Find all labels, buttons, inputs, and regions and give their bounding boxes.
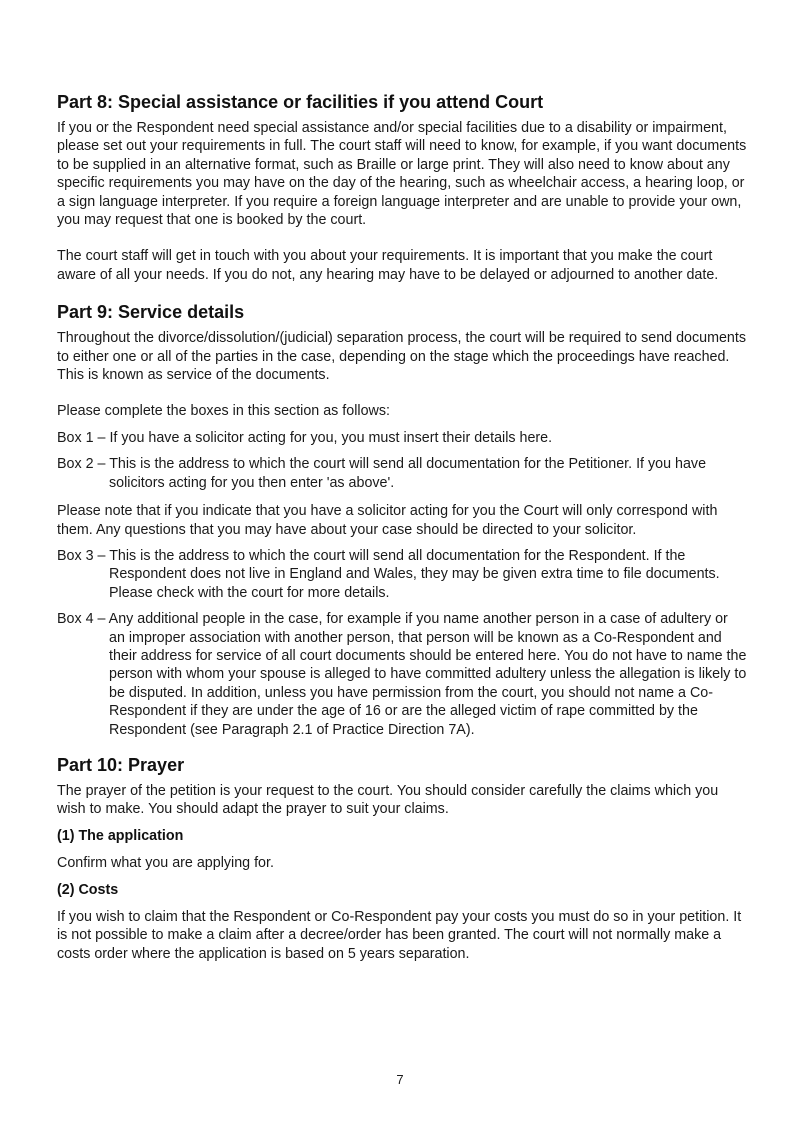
box3-instruction: Box 3 – This is the address to which the court will send all documentation for the Respondent. If the Respondent does not live in England and Wales, they may be given extra time to file documents. Please check with the court for more details. [57,547,720,601]
costs-text: If you wish to claim that the Respondent or Co-Respondent pay your costs you must do so in your petition. It is not possible to make a claim after a decree/order has been granted. The court will not normally make a costs order where the application is based on 5 years separation. [57,909,742,962]
costs-subheading: (2) Costs [57,881,119,898]
part9-heading: Part 9: Service details [57,302,245,323]
part10-intro: The prayer of the petition is your request to the court. You should consider carefully the claims which you wish to make. You should adapt the prayer to suit your claims. [57,782,719,818]
part9-intro: Throughout the divorce/dissolution/(judicial) separation process, the court will be required to send documents to either one or all of the parties in the case, depending on the stage which the proceedings have reached. This is known as service of the documents. [57,330,747,384]
part9-instructions: Please complete the boxes in this section as follows: [57,403,390,420]
page-number: 7 [396,1072,404,1087]
solicitor-note: Please note that if you indicate that you have a solicitor acting for you the Court will only correspond with them. Any questions that you may have about your case should be directed to your solicitor. [57,503,718,538]
part9-section [57,302,747,739]
box4-instruction: Box 4 – Any additional people in the case, for example if you name another person in a case of adultery or an improper association with another person, that person will be known as a Co-Respondent and their address for service of all court documents should be entered here. You do not have to name the person with whom your spouse is alleged to have committed adultery unless the allegation is likely to be disputed. In addition, unless you have permission from the court, you should not name a Co-Respondent if they are under the age of 16 or are the alleged victim of rape committed by the Respondent (see Paragraph 2.1 of Practice Direction 7A). [57,611,747,738]
application-subheading: (1) The application [57,827,184,844]
part10-heading: Part 10: Prayer [57,754,185,775]
part10-section [57,755,747,963]
part8-heading: Part 8: Special assistance or facilities if you attend Court [57,92,544,112]
document-page [57,92,747,963]
box1-instruction: Box 1 – If you have a solicitor acting for you, you must insert their details here. [57,429,553,446]
part8-section [57,92,747,284]
part8-paragraph-2: The court staff will get in touch with you about your requirements. It is important that you make the court aware of all your needs. If you do not, any hearing may have to be delayed or adjourned to another date. [57,248,719,283]
box2-instruction: Box 2 – This is the address to which the court will send all documentation for the Petitioner. If you have solicitors acting for you then enter 'as above'. [57,456,707,491]
application-text: Confirm what you are applying for. [57,855,274,872]
part8-paragraph-1: If you or the Respondent need special assistance and/or special facilities due to a disability or impairment, please set out your requirements in full. The court staff will need to know, for example, if you want documents to be supplied in an alternative format, such as Braille or large print. They will also need to know about any specific requirements you may have on the day of the hearing, such as wheelchair access, a hearing loop, or a sign language interpreter. If you require a foreign language interpreter and are unable to provide your own, you may request that one is booked by the court. [57,120,747,229]
